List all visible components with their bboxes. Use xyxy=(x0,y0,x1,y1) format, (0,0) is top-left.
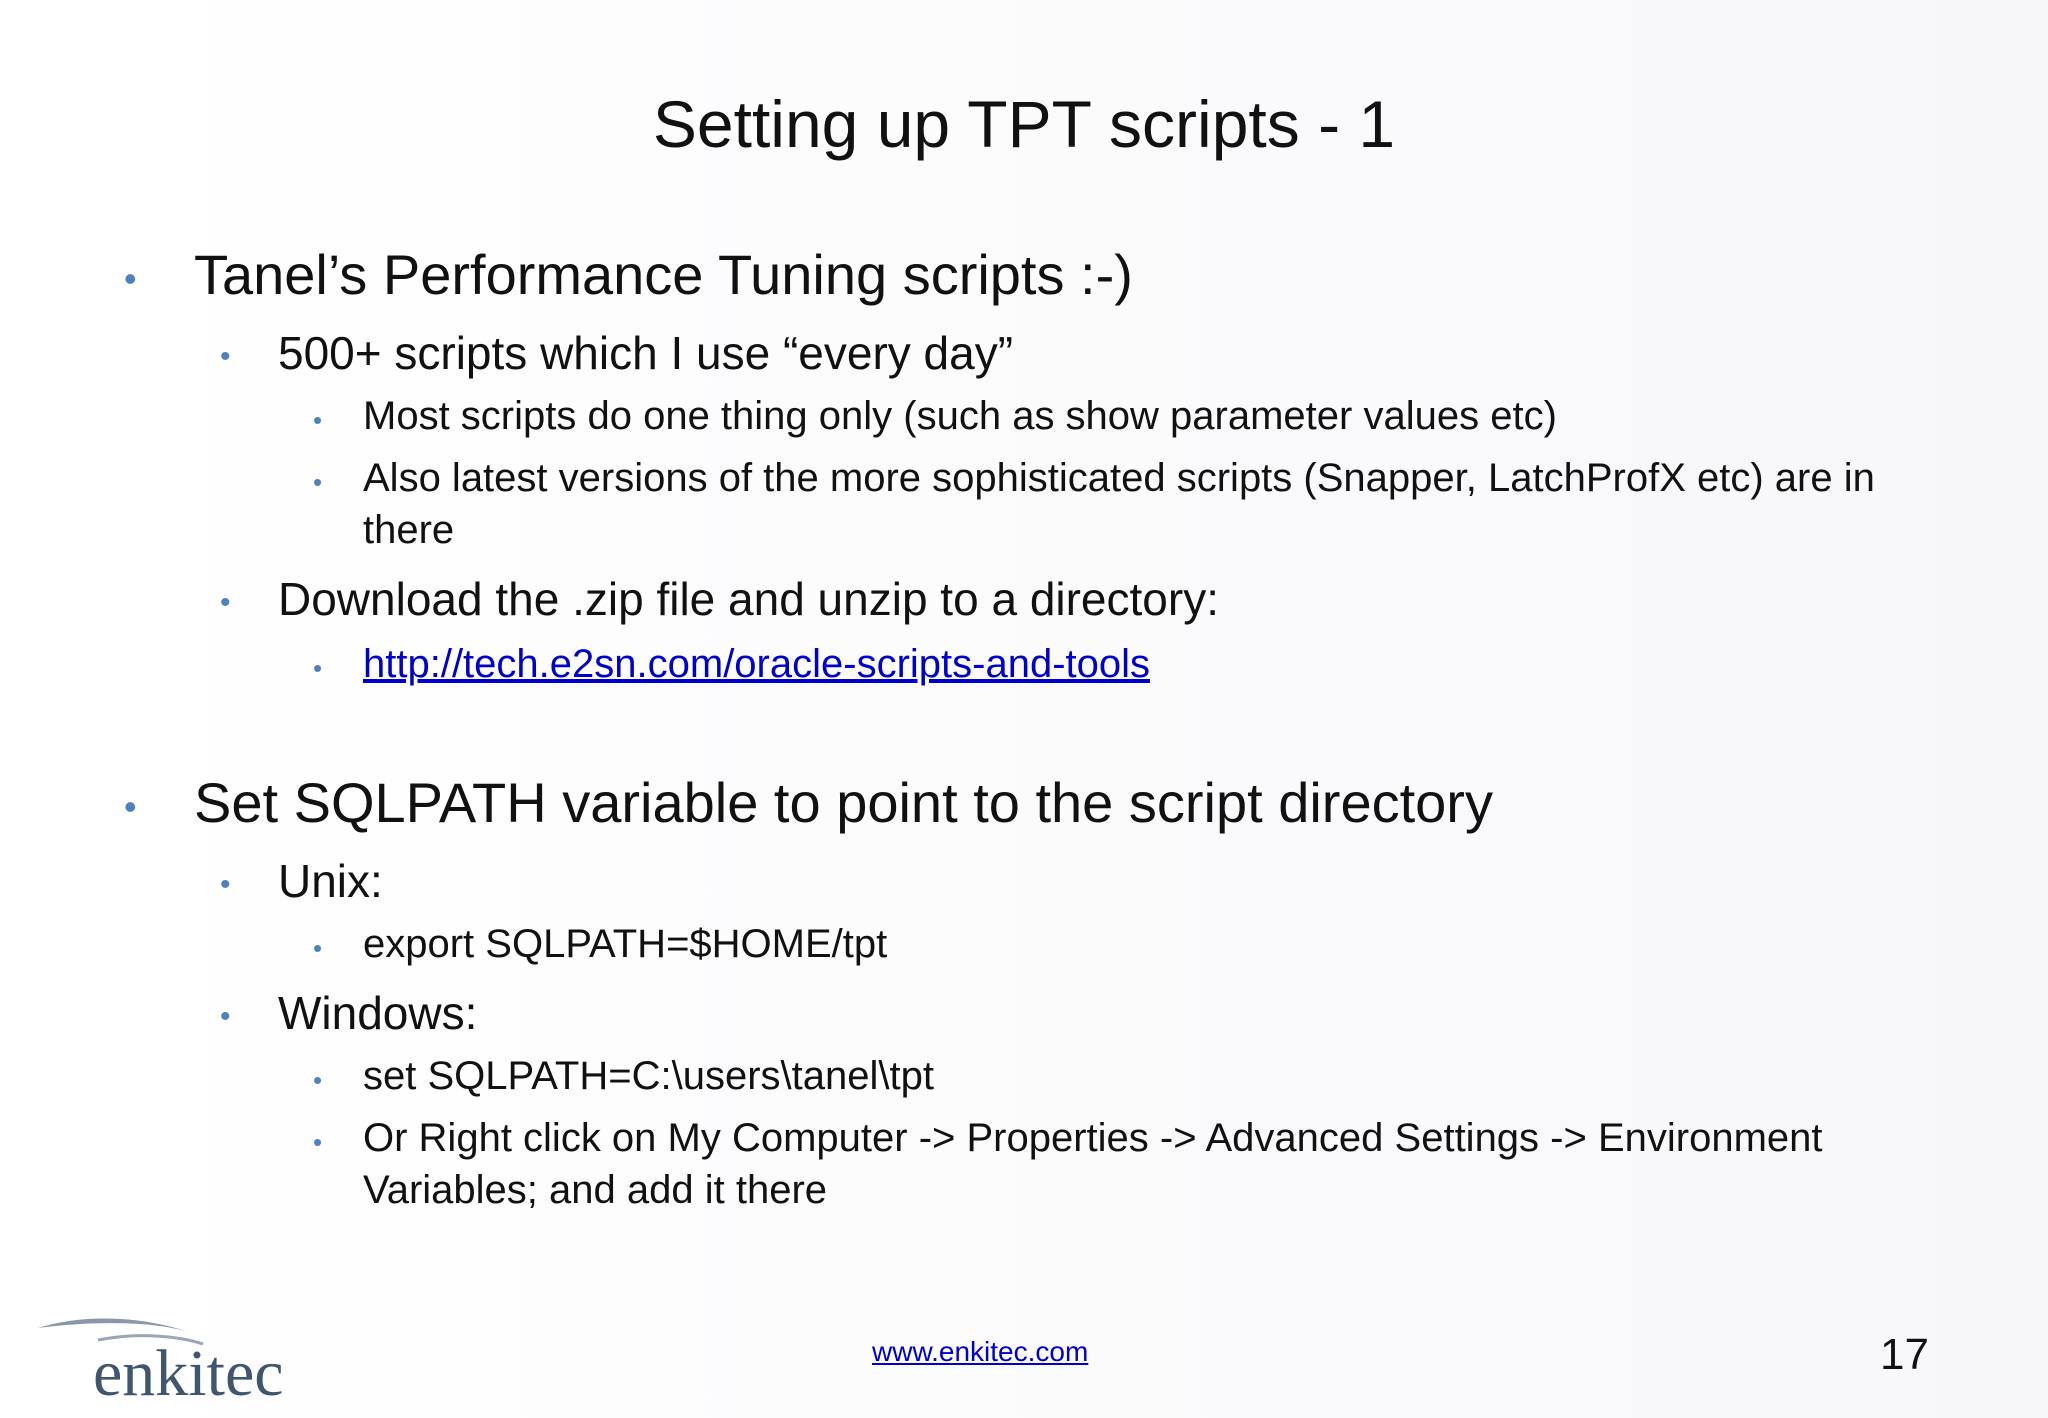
bullet-item xyxy=(313,452,1923,556)
slide-title: Setting up TPT scripts - 1 xyxy=(652,87,1396,161)
bullet-item xyxy=(124,240,1133,310)
bullet-item xyxy=(313,390,1963,442)
bullet-text: export SQLPATH=$HOME/tpt xyxy=(363,922,888,966)
bullet-text: Unix: xyxy=(278,855,383,907)
bullet-text: Windows: xyxy=(278,987,478,1039)
bullet-icon: • xyxy=(313,933,323,963)
bullet-item xyxy=(313,638,1963,690)
bullet-text: Most scripts do one thing only (such as show parameter values etc) xyxy=(363,394,1557,438)
bullet-item xyxy=(220,324,1013,382)
bullet-item xyxy=(220,570,1219,628)
bullet-icon: • xyxy=(220,1000,231,1033)
bullet-text: Set SQLPATH variable to point to the script directory xyxy=(194,771,1493,834)
bullet-icon: • xyxy=(124,786,137,827)
bullet-text: 500+ scripts which I use “every day” xyxy=(278,327,1014,379)
bullet-icon: • xyxy=(313,1127,323,1157)
bullet-icon: • xyxy=(313,653,323,683)
page-number: 17 xyxy=(1880,1330,1929,1379)
bullet-icon: • xyxy=(313,405,323,435)
bullet-icon: • xyxy=(124,258,137,299)
bullet-text: set SQLPATH=C:\users\tanel\tpt xyxy=(363,1054,934,1098)
bullet-icon: • xyxy=(220,340,231,373)
bullet-text: Also latest versions of the more sophisticated scripts (Snapper, LatchProfX etc) are in there xyxy=(363,456,1875,552)
bullet-text: Tanel’s Performance Tuning scripts :-) xyxy=(194,243,1133,306)
bullet-item xyxy=(313,1112,1983,1216)
bullet-item xyxy=(124,768,1493,838)
enkitec-logo xyxy=(28,1310,358,1410)
bullet-item xyxy=(313,918,1963,970)
bullet-item xyxy=(313,1050,1963,1102)
bullet-item xyxy=(220,984,477,1042)
bullet-item xyxy=(220,852,383,910)
bullet-icon: • xyxy=(220,586,231,619)
bullet-text: Or Right click on My Computer -> Properties -> Advanced Settings -> Environment Variables; and add it there xyxy=(363,1116,1823,1212)
bullet-icon: • xyxy=(313,467,323,497)
bullet-icon: • xyxy=(220,868,231,901)
logo-wordmark: enkitec xyxy=(93,1337,284,1410)
scripts-download-link[interactable]: http://tech.e2sn.com/oracle-scripts-and-tools xyxy=(363,642,1151,686)
footer-website-link[interactable]: www.enkitec.com xyxy=(872,1336,1089,1367)
bullet-text: Download the .zip file and unzip to a directory: xyxy=(278,573,1219,625)
bullet-icon: • xyxy=(313,1065,323,1095)
